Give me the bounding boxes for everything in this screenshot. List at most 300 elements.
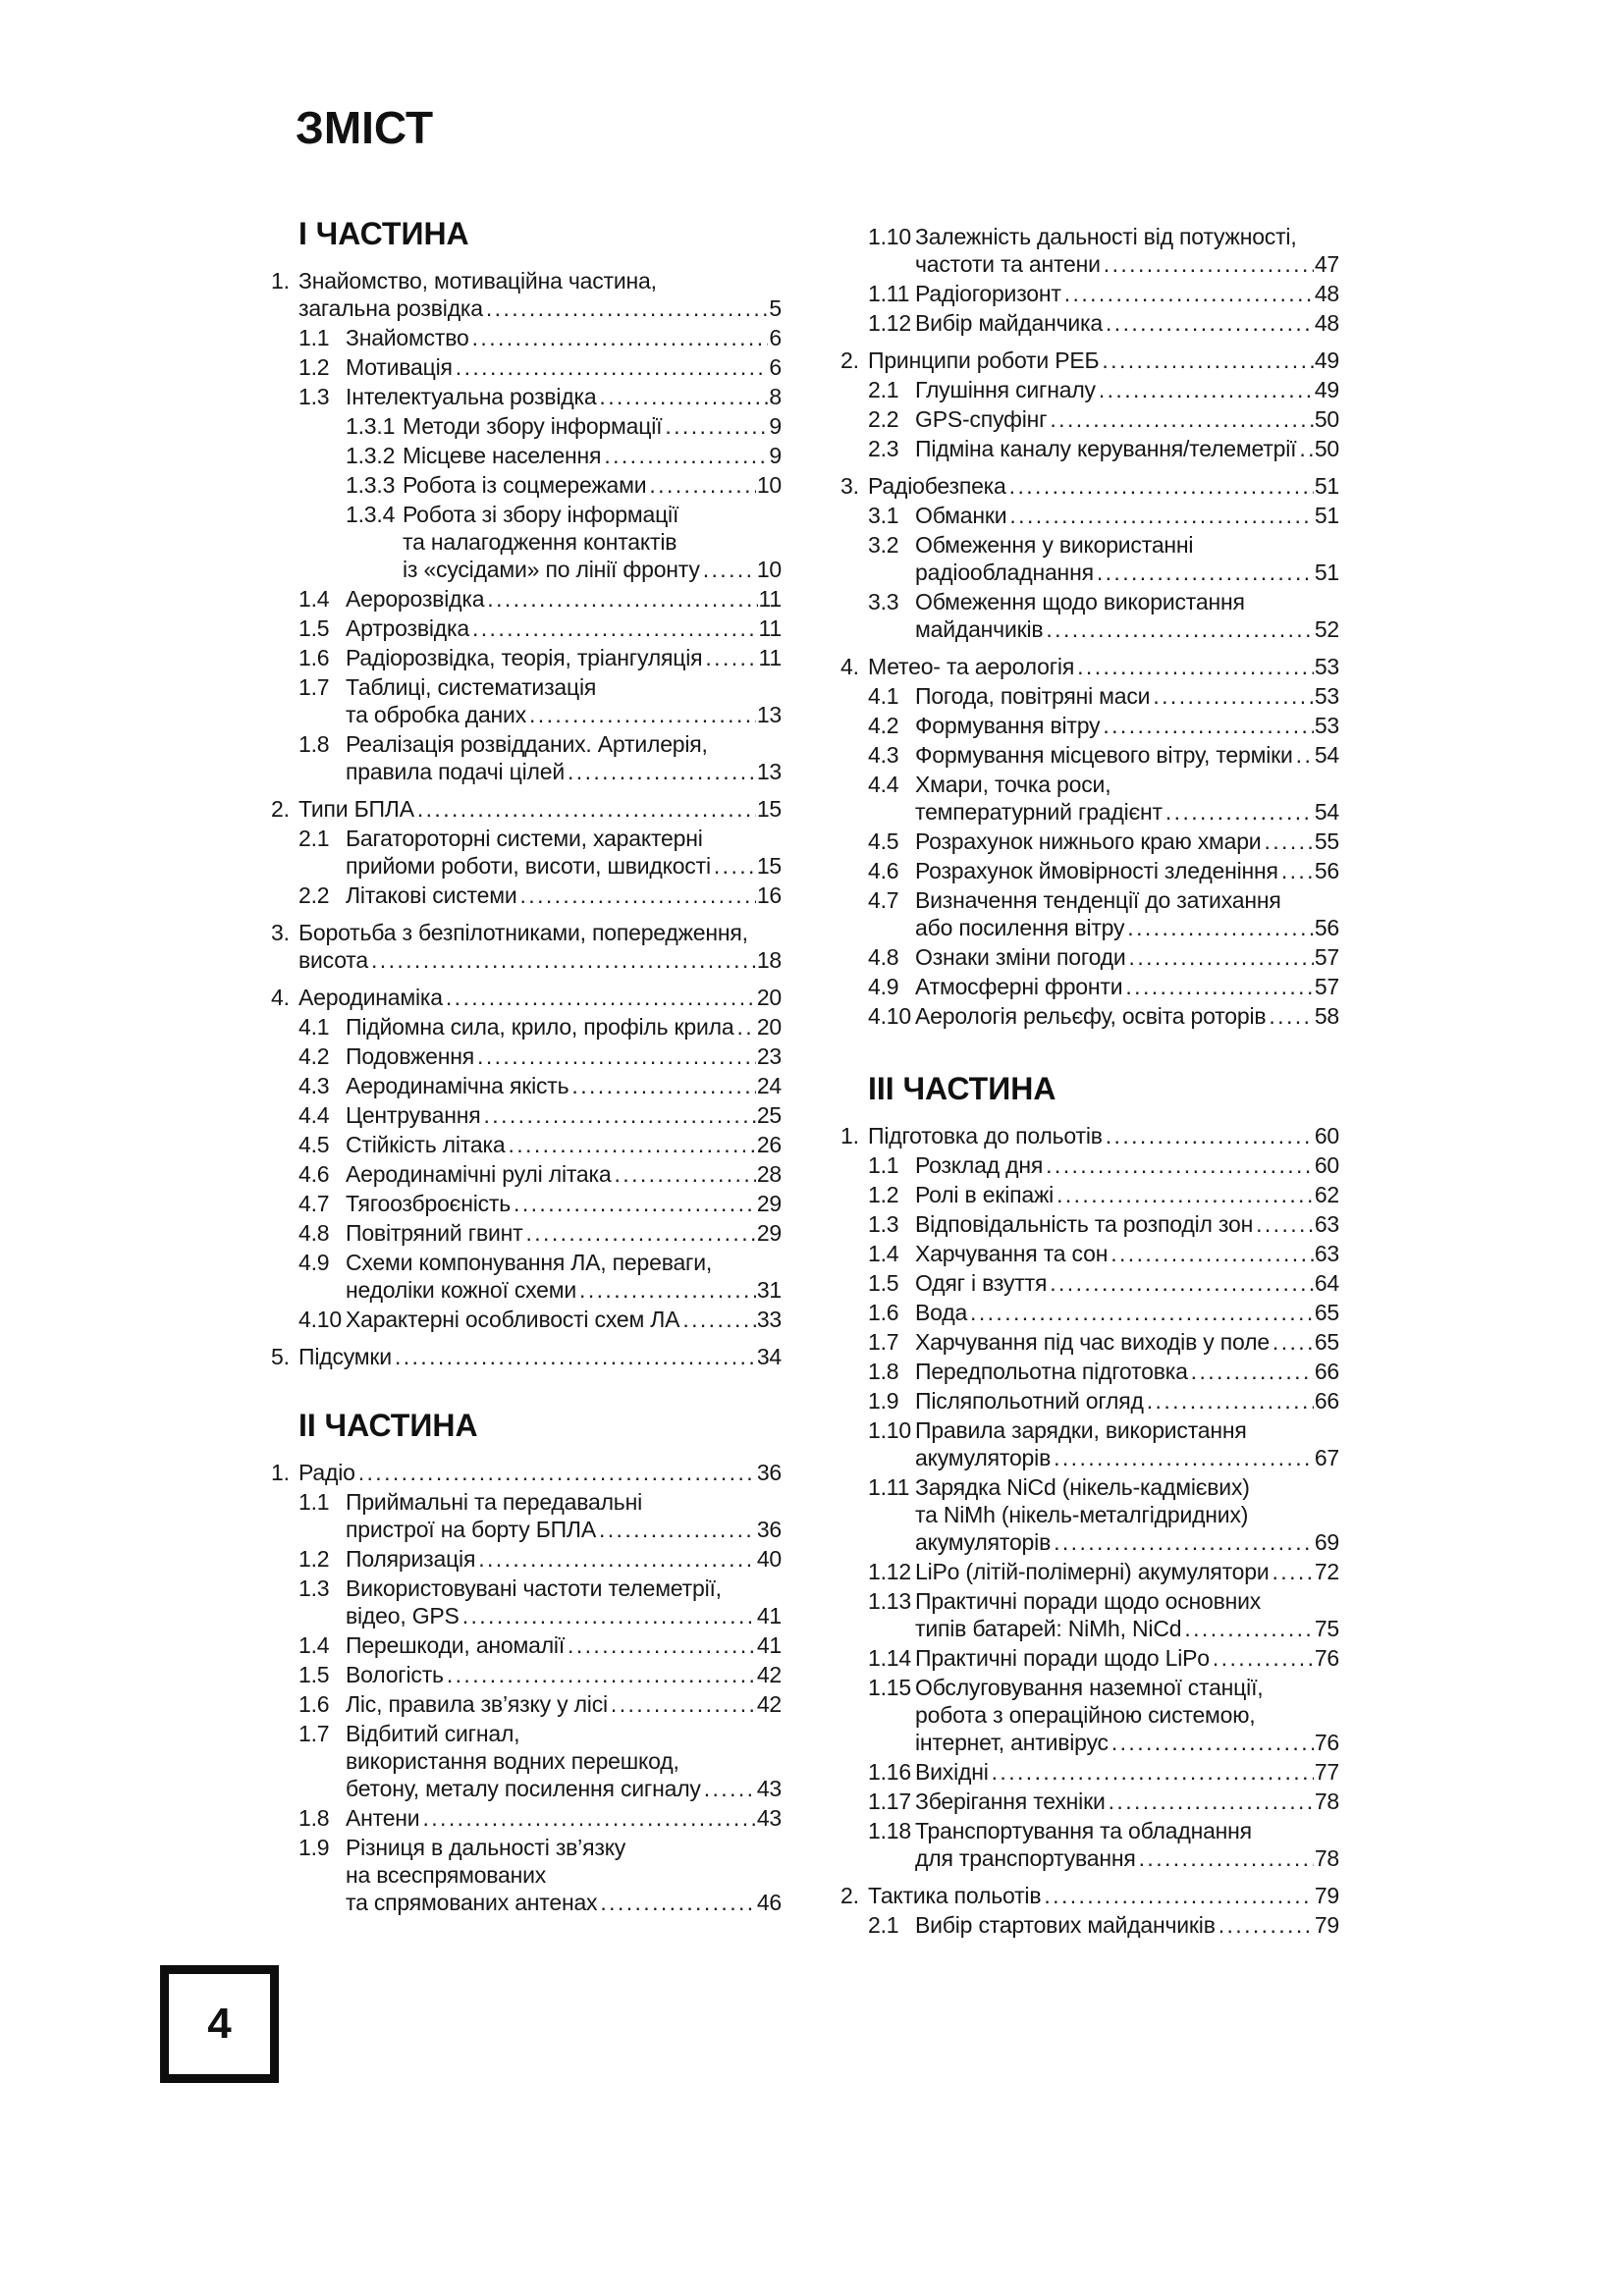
entry-body [915,1210,1339,1238]
toc-entry [840,943,1339,971]
leader-dots [579,1276,756,1304]
entry-body [346,1690,782,1718]
entry-page-number: 6 [769,354,782,380]
toc-entry [840,223,1339,278]
entry-text: Розрахунок ймовірності зледеніння [915,858,1278,883]
entry-text: Практичні поради щодо основних [915,1588,1262,1614]
toc-entry [840,1299,1339,1326]
leader-dots [1102,347,1313,374]
leader-dots [1009,472,1314,500]
entry-body [346,1042,782,1070]
toc-entry [271,1343,782,1370]
entry-number: 3.1 [868,503,899,528]
entry-page-number: 78 [1314,1845,1339,1871]
entry-page-number: 26 [756,1132,782,1157]
toc-entry [271,324,782,351]
toc-entry [840,741,1339,769]
entry-number: 1.1 [298,1489,330,1515]
toc-entry [840,376,1339,403]
entry-page-number: 76 [1314,1645,1339,1671]
entry-body [915,435,1339,462]
leader-dots [1009,502,1313,529]
entry-text: Методи збору інформації [403,413,663,439]
entry-text: Типи БПЛА [298,796,414,822]
entry-text: Відбитий сигнал, [346,1721,520,1746]
entry-page-number: 51 [1314,560,1339,585]
entry-page-number: 54 [1314,799,1339,825]
entry-body [915,771,1339,826]
leader-dots [484,1101,756,1129]
entry-page-number: 76 [1314,1730,1339,1755]
entry-body [403,471,782,499]
entry-last-line [346,1276,782,1304]
toc-entry [271,1306,782,1333]
toc-entry [271,795,782,823]
entry-body [915,1002,1339,1030]
entry-last-line [868,1882,1339,1909]
entry-last-line [346,881,782,909]
toc-entry [271,1101,782,1129]
toc-entry [840,1269,1339,1297]
toc-entry [271,1190,782,1217]
entry-number: 4.7 [868,887,899,913]
entry-body [403,501,782,583]
entry-body [915,828,1339,855]
entry-page-number: 5 [769,295,782,321]
entry-page-number: 69 [1314,1529,1339,1555]
entry-page-number: 8 [769,384,782,409]
entry-number: 2.1 [298,826,330,851]
entry-body [915,1644,1339,1672]
entry-number: 1.4 [868,1241,899,1266]
entry-body [346,1249,782,1304]
entry-body [915,857,1339,884]
entry-page-number: 60 [1314,1152,1339,1178]
entry-page-number: 63 [1314,1241,1339,1266]
leader-dots [1269,1002,1313,1030]
leader-dots [1050,1269,1314,1297]
entry-number: 1.12 [868,1559,911,1584]
entry-last-line [915,1210,1339,1238]
leader-dots [665,412,768,440]
entry-page-number: 66 [1314,1359,1339,1384]
entry-number: 1. [271,268,290,294]
leader-dots [571,1072,755,1099]
entry-page-number: 42 [756,1691,782,1717]
entry-page-number: 51 [1314,473,1339,499]
toc-entry [840,1151,1339,1179]
toc-entry [840,1181,1339,1208]
toc-entry [840,771,1339,826]
entry-text: Метео- та аерологія [868,654,1075,679]
entry-text: Знайомство, мотиваційна частина, [298,268,657,294]
entry-last-line [915,559,1339,586]
entry-page-number: 65 [1314,1300,1339,1325]
entry-body [915,1587,1339,1642]
entry-page-number: 23 [756,1043,782,1069]
toc-entry [840,1473,1339,1556]
entry-number: 4.7 [298,1191,330,1216]
toc-entry [840,653,1339,680]
leader-dots [600,1889,755,1916]
entry-last-line [346,644,782,671]
entry-number: 1.3.4 [346,502,396,527]
entry-body [915,531,1339,586]
leader-dots [1218,1911,1314,1939]
entry-text: висота [298,947,368,973]
entry-body [346,383,782,410]
leader-dots [1256,1210,1314,1238]
leader-dots [604,442,768,469]
leader-dots [704,1775,756,1802]
entry-page-number: 16 [756,882,782,908]
leader-dots [703,556,756,583]
entry-text: радіообладнання [915,560,1094,585]
entry-text: Харчування та сон [915,1241,1109,1266]
entry-last-line [346,758,782,785]
entry-text: Відповідальність та розподіл зон [915,1211,1254,1237]
leader-dots [1097,559,1314,586]
entry-text: Післяпольотний огляд [915,1388,1144,1414]
toc-entry [271,1488,782,1543]
entry-page-number: 13 [756,759,782,784]
toc-entry [840,1210,1339,1238]
toc-entry [271,881,782,909]
entry-text: Обмеження у використанні [915,532,1194,558]
toc-entry [840,405,1339,433]
entry-body [298,267,782,322]
entry-page-number: 11 [758,645,782,670]
entry-number: 1.6 [298,645,330,670]
entry-text: майданчиків [915,616,1044,642]
entry-page-number: 53 [1314,654,1339,679]
leader-dots [529,701,756,728]
entry-page-number: 28 [756,1161,782,1187]
toc-entry [271,585,782,613]
entry-last-line [346,614,782,642]
entry-last-line [403,471,782,499]
entry-text: Зберігання техніки [915,1789,1106,1814]
entry-body [346,1661,782,1688]
entry-number: 4.10 [298,1307,342,1332]
entry-body [915,1758,1339,1786]
entry-page-number: 6 [769,325,782,350]
entry-text: Залежність дальності від потужності, [915,224,1297,249]
entry-page-number: 40 [756,1546,782,1572]
entry-body [915,405,1339,433]
entry-text: Ліс, правила зв’язку у лісі [346,1691,608,1717]
entry-page-number: 52 [1314,616,1339,642]
entry-last-line [915,1002,1339,1030]
entry-page-number: 51 [1314,503,1339,528]
entry-body [915,1911,1339,1939]
leader-dots [1110,1240,1314,1267]
entry-last-line [915,828,1339,855]
entry-number: 1.3.2 [346,443,396,468]
entry-page-number: 46 [756,1890,782,1915]
entry-number: 4.2 [868,713,899,738]
entry-last-line [915,1844,1339,1872]
entry-last-line [346,324,782,351]
entry-text: Подовження [346,1043,475,1069]
toc-entry [840,828,1339,855]
toc-entry [271,1131,782,1158]
entry-page-number: 56 [1314,858,1339,883]
entry-number: 1.8 [298,731,330,757]
entry-body [915,1181,1339,1208]
entry-number: 4.6 [298,1161,330,1187]
entry-number: 2.3 [868,436,899,461]
entry-text: пристрої на борту БПЛА [346,1517,596,1542]
entry-page-number: 78 [1314,1789,1339,1814]
entry-number: 4. [840,654,859,679]
toc-entry [840,1674,1339,1756]
entry-number: 1.4 [298,1632,330,1658]
entry-body [346,644,782,671]
entry-last-line [868,472,1339,500]
entry-page-number: 57 [1314,944,1339,970]
entry-page-number: 10 [756,472,782,498]
toc-entry [840,435,1339,462]
toc-entry [271,471,782,499]
entry-text: Місцеве населення [403,443,602,468]
entry-body [915,682,1339,710]
entry-page-number: 56 [1314,915,1339,940]
entry-text: Вода [915,1300,968,1325]
entry-text: Принципи роботи РЕБ [868,347,1100,373]
leader-dots [1296,741,1314,769]
toc-block [271,216,782,1370]
entry-text: Схеми компонування ЛА, переваги, [346,1250,713,1275]
leader-dots [1046,615,1313,643]
entry-number: 2.1 [868,1912,899,1938]
entry-text: Ознаки зміни погоди [915,944,1126,970]
entry-page-number: 63 [1314,1211,1339,1237]
entry-text: Використовувані частоти телеметрії, [346,1575,722,1601]
entry-text: Робота зі збору інформації [403,502,679,527]
section-heading: ІІІ ЧАСТИНА [868,1071,1056,1106]
entry-page-number: 36 [756,1517,782,1542]
toc-entry [840,1882,1339,1909]
entry-last-line [346,383,782,410]
entry-last-line [346,1042,782,1070]
entry-last-line [346,1101,782,1129]
toc-entry [271,1661,782,1688]
entry-text: Вибір майданчика [915,310,1104,336]
entry-number: 3. [271,920,290,945]
entry-number: 1.3 [298,384,330,409]
entry-page-number: 54 [1314,742,1339,768]
entry-last-line [915,1328,1339,1356]
entry-page-number: 50 [1314,436,1339,461]
entry-page-number: 58 [1314,1003,1339,1029]
entry-last-line [403,442,782,469]
entry-text: акумуляторів [915,1445,1052,1470]
leader-dots [487,585,757,613]
entry-last-line [915,280,1339,307]
entry-page-number: 29 [756,1220,782,1246]
toc-block [840,1071,1339,1939]
entry-text: Обманки [915,503,1007,528]
toc-entry [271,1690,782,1718]
entry-number: 1.4 [298,586,330,612]
entry-page-number: 53 [1314,683,1339,709]
leader-dots [614,1160,755,1188]
leader-dots [422,1804,755,1832]
entry-last-line [915,857,1339,884]
leader-dots [1054,1528,1314,1556]
toc-entry [271,730,782,785]
entry-text: Повітряний гвинт [346,1220,523,1246]
toc-entry [840,1788,1339,1815]
entry-body [346,730,782,785]
entry-number: 4.10 [868,1003,911,1029]
entry-text: Радіобезпека [868,473,1006,499]
entry-text: Реалізація розвідданих. Артилерія, [346,731,708,757]
entry-last-line [915,1299,1339,1326]
entry-last-line [868,1122,1339,1149]
entry-number: 1.9 [298,1835,330,1860]
toc-entry [840,1387,1339,1415]
entry-number: 4.5 [868,828,899,854]
entry-text: Різниця в дальності зв’язку [346,1835,626,1860]
entry-text: Практичні поради щодо LiPo [915,1645,1210,1671]
entry-body [915,376,1339,403]
entry-number: 3. [840,473,859,499]
entry-text: та налагодження контактів [403,529,677,555]
entry-text: Мотивація [346,354,453,380]
leader-dots [1050,405,1313,433]
entry-page-number: 42 [756,1662,782,1687]
toc-entry [271,1459,782,1486]
entry-page-number: 77 [1314,1759,1339,1785]
entry-text: Приймальні та передавальні [346,1489,642,1515]
entry-text: Правила зарядки, використання [915,1417,1247,1443]
entry-body [915,1299,1339,1326]
leader-dots [1125,973,1313,1000]
entry-last-line [915,1444,1339,1471]
entry-body [346,1013,782,1041]
toc-entry [271,1042,782,1070]
entry-number: 1.3 [298,1575,330,1601]
leader-dots [486,294,769,322]
leader-dots [649,471,755,499]
toc-entry [271,1834,782,1916]
toc-entry [840,531,1339,586]
entry-page-number: 18 [756,947,782,973]
entry-page-number: 36 [756,1460,782,1485]
entry-last-line [915,1788,1339,1815]
entry-text: Характерні особливості схем ЛА [346,1307,680,1332]
entry-body [346,1072,782,1099]
entry-body [346,1804,782,1832]
entry-page-number: 50 [1314,406,1339,432]
toc-entry [271,1575,782,1629]
entry-text: Підйомна сила, крило, профіль крила [346,1014,734,1040]
entry-body [346,1488,782,1543]
entry-body [298,1343,782,1370]
entry-body [915,1328,1339,1356]
entry-body [868,347,1339,374]
entry-number: 4.9 [868,974,899,999]
entry-last-line [915,1758,1339,1786]
entry-body [346,825,782,880]
entry-text: Хмари, точка роси, [915,772,1111,797]
entry-body [915,1387,1339,1415]
entry-last-line [915,1151,1339,1179]
entry-text: частоти та антени [915,251,1101,277]
leader-dots [1139,1844,1314,1872]
leader-dots [1147,1387,1314,1415]
entry-text: Визначення тенденції до затихання [915,887,1281,913]
toc-entry [271,412,782,440]
toc-entry [840,1240,1339,1267]
leader-dots [736,1013,755,1041]
entry-last-line [915,1528,1339,1556]
leader-dots [1213,1644,1314,1672]
entry-number: 1.7 [298,1721,330,1746]
entry-last-line [298,1343,782,1370]
leader-dots [1191,1358,1314,1385]
leader-dots [1044,1882,1313,1909]
leader-dots [447,1661,756,1688]
entry-page-number: 55 [1314,828,1339,854]
entry-last-line [346,1190,782,1217]
entry-last-line [403,556,782,583]
entry-page-number: 57 [1314,974,1339,999]
entry-text: Артрозвідка [346,615,469,641]
leader-dots [1272,1558,1314,1585]
toc-entry [271,1219,782,1247]
entry-text: Поляризація [346,1546,476,1572]
toc-entry [840,1817,1339,1872]
entry-body [915,1674,1339,1756]
entry-text: Багатороторні системи, характерні [346,826,703,851]
toc-entry [271,673,782,728]
leader-dots [1165,798,1314,826]
entry-text: Вибір стартових майданчиків [915,1912,1216,1938]
entry-text: Робота із соцмережами [403,472,647,498]
entry-number: 1.13 [868,1588,911,1614]
entry-text: прийоми роботи, висоти, швидкості [346,853,711,879]
entry-body [868,1122,1339,1149]
toc-entry [840,502,1339,529]
entry-last-line [346,353,782,381]
entry-text: недоліки кожної схеми [346,1277,577,1303]
entry-body [915,1269,1339,1297]
entry-text: Транспортування та обладнання [915,1818,1252,1843]
leader-dots [599,1516,756,1543]
entry-last-line [298,1459,782,1486]
entry-number: 1.8 [868,1359,899,1384]
entry-body [346,1190,782,1217]
toc-entry [840,309,1339,337]
entry-body [346,881,782,909]
entry-text: Підсумки [298,1344,392,1369]
entry-text: Перешкоди, аномалії [346,1632,566,1658]
leader-dots [1056,1181,1314,1208]
entry-page-number: 31 [756,1277,782,1303]
toc-entry [271,353,782,381]
entry-last-line [346,1306,782,1333]
entry-page-number: 75 [1314,1616,1339,1641]
entry-text: відео, GPS [346,1603,460,1629]
entry-page-number: 41 [756,1603,782,1629]
entry-number: 1.10 [868,224,911,249]
entry-body [298,984,782,1011]
entry-text: типів батарей: NiMh, NiCd [915,1616,1182,1641]
footer-page-box [160,1965,279,2083]
